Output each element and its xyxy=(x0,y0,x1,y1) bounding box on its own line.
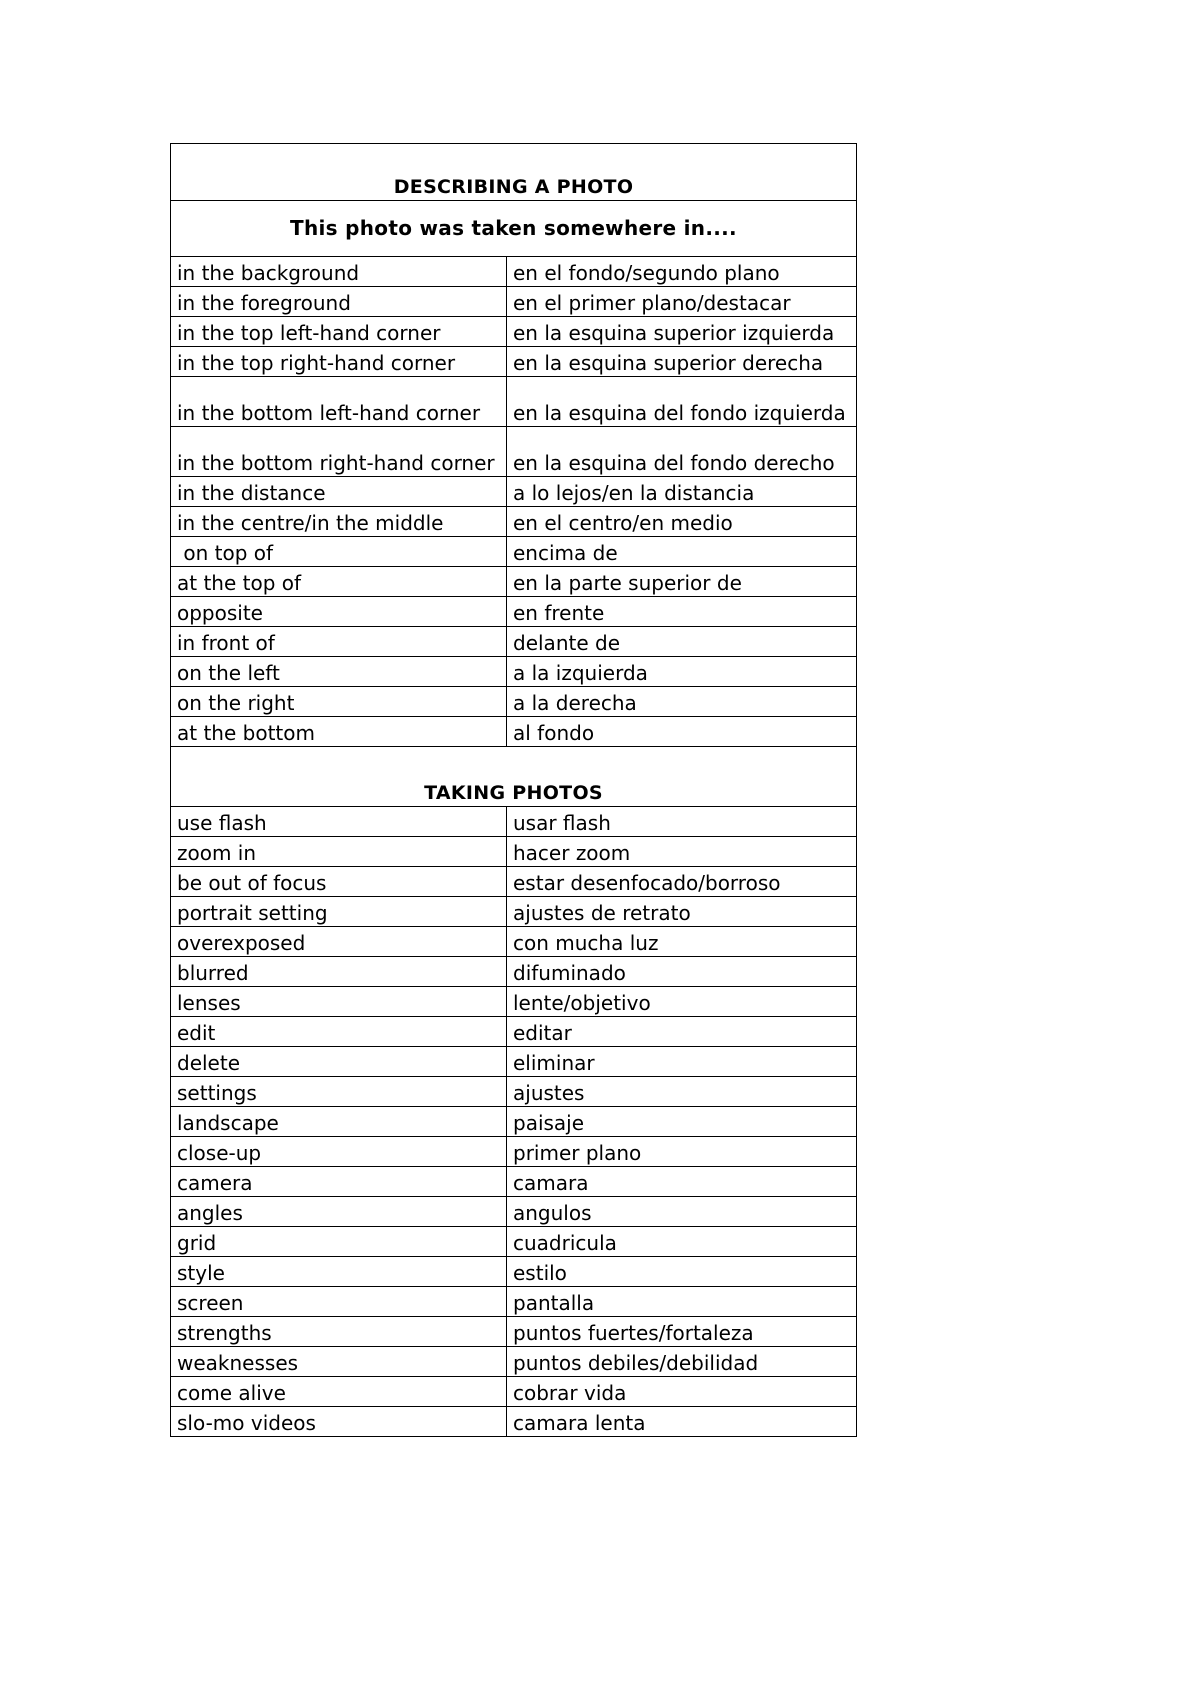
vocabulary-table xyxy=(170,143,857,1437)
vocab-row xyxy=(171,1227,857,1257)
vocab-row xyxy=(171,537,857,567)
vocab-row xyxy=(171,597,857,627)
spanish-translation: al fondo xyxy=(507,717,857,747)
spanish-translation: puntos debiles/debilidad xyxy=(507,1347,857,1377)
english-term: in the background xyxy=(171,257,507,287)
english-term: use flash xyxy=(171,807,507,837)
vocab-row xyxy=(171,477,857,507)
spanish-translation: en la esquina del fondo derecho xyxy=(507,427,857,477)
vocab-row xyxy=(171,1347,857,1377)
english-term: grid xyxy=(171,1227,507,1257)
vocab-row xyxy=(171,1077,857,1107)
vocab-row xyxy=(171,1317,857,1347)
spanish-translation: en el centro/en medio xyxy=(507,507,857,537)
vocab-row xyxy=(171,867,857,897)
spanish-translation: usar flash xyxy=(507,807,857,837)
vocab-row xyxy=(171,1017,857,1047)
vocabulary-table-body xyxy=(171,144,857,1437)
english-term: style xyxy=(171,1257,507,1287)
spanish-translation: a la izquierda xyxy=(507,657,857,687)
vocab-row xyxy=(171,1377,857,1407)
vocab-row xyxy=(171,287,857,317)
english-term: zoom in xyxy=(171,837,507,867)
english-term: in the top left-hand corner xyxy=(171,317,507,347)
vocab-row xyxy=(171,1407,857,1437)
section-title-row xyxy=(171,144,857,201)
english-term: in the centre/in the middle xyxy=(171,507,507,537)
spanish-translation: delante de xyxy=(507,627,857,657)
vocab-row xyxy=(171,1287,857,1317)
spanish-translation: angulos xyxy=(507,1197,857,1227)
spanish-translation: a lo lejos/en la distancia xyxy=(507,477,857,507)
vocab-row xyxy=(171,377,857,427)
english-term: in front of xyxy=(171,627,507,657)
english-term: slo-mo videos xyxy=(171,1407,507,1437)
spanish-translation: puntos fuertes/fortaleza xyxy=(507,1317,857,1347)
vocab-row xyxy=(171,687,857,717)
english-term: portrait setting xyxy=(171,897,507,927)
english-term: be out of focus xyxy=(171,867,507,897)
spanish-translation: en la esquina del fondo izquierda xyxy=(507,377,857,427)
section-subtitle-row xyxy=(171,201,857,257)
english-term: settings xyxy=(171,1077,507,1107)
english-term: in the foreground xyxy=(171,287,507,317)
section-title-row xyxy=(171,747,857,807)
english-term: in the top right-hand corner xyxy=(171,347,507,377)
vocab-row xyxy=(171,567,857,597)
vocab-row xyxy=(171,657,857,687)
section-title-describing: DESCRIBING A PHOTO xyxy=(171,144,857,201)
english-term: on the right xyxy=(171,687,507,717)
vocab-row xyxy=(171,627,857,657)
spanish-translation: primer plano xyxy=(507,1137,857,1167)
english-term: blurred xyxy=(171,957,507,987)
english-term: in the bottom right-hand corner xyxy=(171,427,507,477)
spanish-translation: en el fondo/segundo plano xyxy=(507,257,857,287)
spanish-translation: editar xyxy=(507,1017,857,1047)
english-term: in the bottom left-hand corner xyxy=(171,377,507,427)
english-term: at the top of xyxy=(171,567,507,597)
vocab-row xyxy=(171,1137,857,1167)
vocab-row xyxy=(171,717,857,747)
spanish-translation: con mucha luz xyxy=(507,927,857,957)
english-term: screen xyxy=(171,1287,507,1317)
english-term: opposite xyxy=(171,597,507,627)
spanish-translation: en el primer plano/destacar xyxy=(507,287,857,317)
vocab-row xyxy=(171,317,857,347)
english-term: edit xyxy=(171,1017,507,1047)
spanish-translation: a la derecha xyxy=(507,687,857,717)
spanish-translation: encima de xyxy=(507,537,857,567)
spanish-translation: difuminado xyxy=(507,957,857,987)
vocab-row xyxy=(171,837,857,867)
english-term: on top of xyxy=(171,537,507,567)
vocab-row xyxy=(171,1197,857,1227)
vocab-row xyxy=(171,507,857,537)
vocab-row xyxy=(171,347,857,377)
vocab-row xyxy=(171,897,857,927)
spanish-translation: eliminar xyxy=(507,1047,857,1077)
spanish-translation: camara lenta xyxy=(507,1407,857,1437)
spanish-translation: cuadricula xyxy=(507,1227,857,1257)
spanish-translation: en la esquina superior derecha xyxy=(507,347,857,377)
spanish-translation: ajustes xyxy=(507,1077,857,1107)
english-term: weaknesses xyxy=(171,1347,507,1377)
vocab-row xyxy=(171,957,857,987)
vocab-row xyxy=(171,1107,857,1137)
vocab-row xyxy=(171,427,857,477)
spanish-translation: en la esquina superior izquierda xyxy=(507,317,857,347)
vocab-row xyxy=(171,257,857,287)
vocab-row xyxy=(171,807,857,837)
english-term: angles xyxy=(171,1197,507,1227)
spanish-translation: paisaje xyxy=(507,1107,857,1137)
english-term: delete xyxy=(171,1047,507,1077)
spanish-translation: estilo xyxy=(507,1257,857,1287)
spanish-translation: estar desenfocado/borroso xyxy=(507,867,857,897)
spanish-translation: lente/objetivo xyxy=(507,987,857,1017)
english-term: lenses xyxy=(171,987,507,1017)
vocab-row xyxy=(171,1167,857,1197)
section-subtitle: This photo was taken somewhere in.... xyxy=(171,201,857,257)
english-term: overexposed xyxy=(171,927,507,957)
spanish-translation: en la parte superior de xyxy=(507,567,857,597)
vocab-row xyxy=(171,1257,857,1287)
english-term: strengths xyxy=(171,1317,507,1347)
english-term: on the left xyxy=(171,657,507,687)
english-term: close-up xyxy=(171,1137,507,1167)
english-term: in the distance xyxy=(171,477,507,507)
english-term: at the bottom xyxy=(171,717,507,747)
spanish-translation: hacer zoom xyxy=(507,837,857,867)
section-title-taking-photos: TAKING PHOTOS xyxy=(171,747,857,807)
spanish-translation: en frente xyxy=(507,597,857,627)
english-term: camera xyxy=(171,1167,507,1197)
vocab-row xyxy=(171,1047,857,1077)
vocab-row xyxy=(171,927,857,957)
spanish-translation: ajustes de retrato xyxy=(507,897,857,927)
english-term: come alive xyxy=(171,1377,507,1407)
spanish-translation: camara xyxy=(507,1167,857,1197)
english-term: landscape xyxy=(171,1107,507,1137)
spanish-translation: cobrar vida xyxy=(507,1377,857,1407)
vocab-row xyxy=(171,987,857,1017)
spanish-translation: pantalla xyxy=(507,1287,857,1317)
